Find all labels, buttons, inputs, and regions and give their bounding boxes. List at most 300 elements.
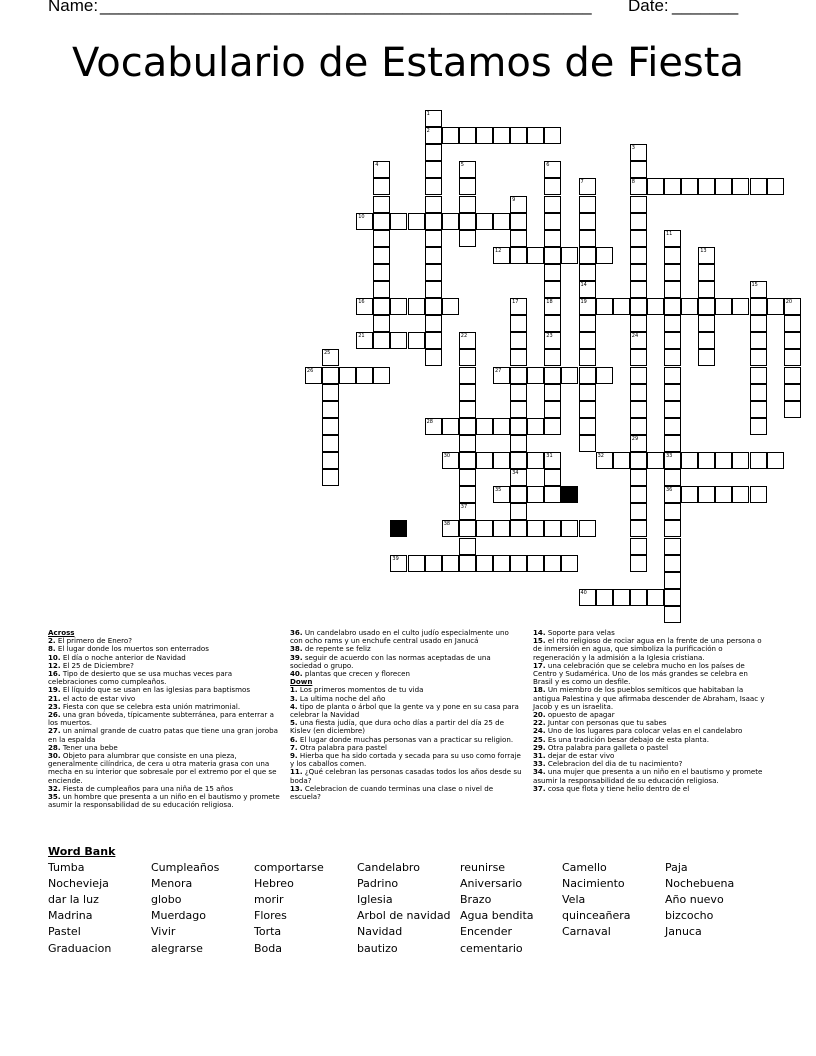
grid-cell[interactable] xyxy=(510,332,527,349)
word-bank-item: Vivir xyxy=(151,925,176,939)
grid-cell[interactable] xyxy=(664,281,681,298)
grid-cell[interactable] xyxy=(561,555,578,572)
grid-cell[interactable] xyxy=(544,332,561,349)
grid-cell[interactable] xyxy=(493,486,510,503)
grid-cell[interactable] xyxy=(510,555,527,572)
grid-cell[interactable] xyxy=(784,332,801,349)
grid-cell[interactable] xyxy=(442,127,459,144)
grid-cell[interactable] xyxy=(510,384,527,401)
grid-cell[interactable] xyxy=(647,178,664,195)
grid-cell[interactable] xyxy=(510,315,527,332)
grid-cell[interactable] xyxy=(579,435,596,452)
grid-cell[interactable] xyxy=(630,435,647,452)
grid-cell[interactable] xyxy=(681,178,698,195)
grid-cell[interactable] xyxy=(459,469,476,486)
grid-cell[interactable] xyxy=(527,127,544,144)
grid-cell[interactable] xyxy=(596,298,613,315)
clue-text: Fiesta de cumpleaños para una niña de 15 años xyxy=(60,783,234,793)
grid-cell[interactable] xyxy=(322,435,339,452)
grid-cell[interactable] xyxy=(698,178,715,195)
grid-cell[interactable] xyxy=(425,264,442,281)
grid-cell[interactable] xyxy=(510,213,527,230)
grid-cell[interactable] xyxy=(784,298,801,315)
grid-cell[interactable] xyxy=(459,401,476,418)
grid-cell[interactable] xyxy=(630,555,647,572)
grid-cell[interactable] xyxy=(442,452,459,469)
grid-cell[interactable] xyxy=(493,418,510,435)
grid-cell[interactable] xyxy=(510,452,527,469)
grid-cell[interactable] xyxy=(630,213,647,230)
grid-cell[interactable] xyxy=(322,384,339,401)
grid-cell[interactable] xyxy=(476,213,493,230)
clue-text: ¿Qué celebran las personas casadas todos los años desde su boda? xyxy=(290,767,522,785)
grid-cell[interactable] xyxy=(630,384,647,401)
grid-cell[interactable] xyxy=(459,230,476,247)
grid-cell[interactable] xyxy=(510,127,527,144)
grid-cell[interactable] xyxy=(630,452,647,469)
grid-cell[interactable] xyxy=(459,418,476,435)
grid-cell[interactable] xyxy=(664,367,681,384)
grid-cell[interactable] xyxy=(425,161,442,178)
grid-cell[interactable] xyxy=(510,418,527,435)
grid-cell[interactable] xyxy=(544,486,561,503)
grid-cell[interactable] xyxy=(544,452,561,469)
grid-cell[interactable] xyxy=(664,469,681,486)
word-bank-item: cementario xyxy=(460,941,523,955)
grid-cell[interactable] xyxy=(356,367,373,384)
grid-cell[interactable] xyxy=(459,555,476,572)
grid-cell[interactable] xyxy=(579,384,596,401)
grid-cell[interactable] xyxy=(493,555,510,572)
grid-cell[interactable] xyxy=(664,247,681,264)
grid-cell[interactable] xyxy=(425,144,442,161)
grid-cell[interactable] xyxy=(408,332,425,349)
grid-cell[interactable] xyxy=(544,247,561,264)
clue-number: 16 xyxy=(358,299,365,306)
grid-cell[interactable] xyxy=(664,384,681,401)
grid-cell[interactable] xyxy=(750,384,767,401)
grid-cell[interactable] xyxy=(373,161,390,178)
grid-cell[interactable] xyxy=(425,178,442,195)
grid-cell[interactable] xyxy=(664,589,681,606)
grid-cell[interactable] xyxy=(698,332,715,349)
grid-cell[interactable] xyxy=(459,520,476,537)
across-clues-part1 xyxy=(48,637,280,809)
grid-cell[interactable] xyxy=(630,230,647,247)
grid-cell[interactable] xyxy=(664,555,681,572)
grid-cell[interactable] xyxy=(390,213,407,230)
grid-cell[interactable] xyxy=(732,298,749,315)
grid-cell[interactable] xyxy=(527,418,544,435)
grid-cell[interactable] xyxy=(630,469,647,486)
word-bank-item: Graduacion xyxy=(48,941,112,955)
grid-cell[interactable] xyxy=(493,247,510,264)
grid-cell[interactable] xyxy=(373,230,390,247)
grid-cell[interactable] xyxy=(493,367,510,384)
grid-cell[interactable] xyxy=(732,452,749,469)
grid-cell[interactable] xyxy=(715,298,732,315)
grid-cell[interactable] xyxy=(527,367,544,384)
grid-cell[interactable] xyxy=(425,418,442,435)
grid-cell[interactable] xyxy=(681,486,698,503)
grid-cell[interactable] xyxy=(322,349,339,366)
grid-cell[interactable] xyxy=(613,452,630,469)
grid-cell[interactable] xyxy=(459,196,476,213)
word-bank-item: Nochevieja xyxy=(48,877,109,891)
grid-cell[interactable] xyxy=(425,298,442,315)
grid-cell[interactable] xyxy=(459,349,476,366)
grid-cell[interactable] xyxy=(750,349,767,366)
grid-cell[interactable] xyxy=(630,538,647,555)
grid-cell[interactable] xyxy=(544,298,561,315)
grid-cell[interactable] xyxy=(510,349,527,366)
grid-cell[interactable] xyxy=(390,298,407,315)
clue-number-label: 5. xyxy=(290,718,298,728)
grid-cell[interactable] xyxy=(459,538,476,555)
grid-cell[interactable] xyxy=(630,315,647,332)
grid-cell[interactable] xyxy=(596,367,613,384)
grid-cell[interactable] xyxy=(476,127,493,144)
grid-cell[interactable] xyxy=(510,503,527,520)
clue-number: 37 xyxy=(460,504,468,511)
grid-cell[interactable] xyxy=(544,230,561,247)
clue-number-label: 13. xyxy=(290,783,303,793)
grid-cell[interactable] xyxy=(698,452,715,469)
grid-cell[interactable] xyxy=(390,555,407,572)
grid-cell[interactable] xyxy=(647,452,664,469)
grid-cell[interactable] xyxy=(630,486,647,503)
grid-cell[interactable] xyxy=(630,503,647,520)
grid-cell[interactable] xyxy=(373,264,390,281)
grid-cell[interactable] xyxy=(664,332,681,349)
grid-cell[interactable] xyxy=(544,367,561,384)
grid-cell[interactable] xyxy=(459,178,476,195)
grid-cell[interactable] xyxy=(544,315,561,332)
grid-cell[interactable] xyxy=(630,298,647,315)
grid-cell[interactable] xyxy=(408,555,425,572)
grid-cell[interactable] xyxy=(373,315,390,332)
grid-cell[interactable] xyxy=(579,264,596,281)
grid-cell[interactable] xyxy=(579,589,596,606)
grid-cell[interactable] xyxy=(476,452,493,469)
grid-cell[interactable] xyxy=(373,332,390,349)
grid-cell[interactable] xyxy=(664,606,681,623)
grid-cell[interactable] xyxy=(732,486,749,503)
clue-number: 21 xyxy=(358,333,365,340)
grid-cell[interactable] xyxy=(561,367,578,384)
grid-cell[interactable] xyxy=(561,247,578,264)
grid-cell[interactable] xyxy=(493,213,510,230)
word-bank-title: Word Bank xyxy=(48,845,116,858)
grid-cell[interactable] xyxy=(579,298,596,315)
grid-cell[interactable] xyxy=(544,418,561,435)
grid-cell[interactable] xyxy=(630,332,647,349)
word-bank-item: Madrina xyxy=(48,909,93,923)
grid-cell[interactable] xyxy=(425,230,442,247)
clue-number-label: 28. xyxy=(48,742,61,752)
grid-cell[interactable] xyxy=(630,367,647,384)
grid-cell[interactable] xyxy=(322,401,339,418)
grid-cell[interactable] xyxy=(579,178,596,195)
grid-cell[interactable] xyxy=(664,418,681,435)
grid-cell[interactable] xyxy=(527,555,544,572)
grid-cell[interactable] xyxy=(425,349,442,366)
grid-cell[interactable] xyxy=(459,161,476,178)
grid-cell[interactable] xyxy=(425,110,442,127)
grid-cell[interactable] xyxy=(613,298,630,315)
grid-cell[interactable] xyxy=(544,555,561,572)
grid-cell[interactable] xyxy=(510,520,527,537)
grid-cell[interactable] xyxy=(664,230,681,247)
clue-number-label: 33. xyxy=(533,759,546,769)
grid-cell[interactable] xyxy=(579,196,596,213)
word-bank-item: Navidad xyxy=(357,925,403,939)
grid-cell[interactable] xyxy=(596,247,613,264)
page-title: Vocabulario de Estamos de Fiesta xyxy=(72,40,744,86)
grid-cell[interactable] xyxy=(750,486,767,503)
grid-cell[interactable] xyxy=(544,161,561,178)
grid-cell[interactable] xyxy=(732,178,749,195)
grid-cell[interactable] xyxy=(630,401,647,418)
grid-cell[interactable] xyxy=(459,384,476,401)
grid-cell[interactable] xyxy=(459,332,476,349)
grid-cell[interactable] xyxy=(579,315,596,332)
grid-cell[interactable] xyxy=(664,178,681,195)
clue-number: 25 xyxy=(324,350,331,357)
grid-cell[interactable] xyxy=(544,469,561,486)
grid-cell[interactable] xyxy=(510,247,527,264)
grid-cell[interactable] xyxy=(425,281,442,298)
grid-cell[interactable] xyxy=(459,367,476,384)
grid-cell[interactable] xyxy=(767,178,784,195)
grid-cell[interactable] xyxy=(647,589,664,606)
grid-cell[interactable] xyxy=(459,486,476,503)
grid-cell[interactable] xyxy=(322,469,339,486)
grid-cell[interactable] xyxy=(579,230,596,247)
grid-cell[interactable] xyxy=(750,452,767,469)
grid-cell[interactable] xyxy=(767,298,784,315)
grid-cell[interactable] xyxy=(373,247,390,264)
grid-cell[interactable] xyxy=(527,486,544,503)
grid-cell[interactable] xyxy=(442,418,459,435)
grid-cell[interactable] xyxy=(698,349,715,366)
grid-cell[interactable] xyxy=(750,178,767,195)
grid-cell[interactable] xyxy=(408,298,425,315)
grid-cell[interactable] xyxy=(510,486,527,503)
name-line[interactable]: ____________________________________________________ xyxy=(100,0,592,15)
grid-cell[interactable] xyxy=(373,196,390,213)
grid-cell[interactable] xyxy=(544,264,561,281)
grid-cell[interactable] xyxy=(698,264,715,281)
grid-cell[interactable] xyxy=(750,367,767,384)
grid-cell[interactable] xyxy=(681,452,698,469)
grid-cell[interactable] xyxy=(630,589,647,606)
grid-cell[interactable] xyxy=(544,281,561,298)
grid-cell[interactable] xyxy=(664,503,681,520)
grid-cell[interactable] xyxy=(664,349,681,366)
grid-cell[interactable] xyxy=(698,247,715,264)
grid-cell[interactable] xyxy=(373,367,390,384)
grid-cell[interactable] xyxy=(408,213,425,230)
grid-cell[interactable] xyxy=(579,349,596,366)
grid-cell[interactable] xyxy=(630,520,647,537)
grid-cell[interactable] xyxy=(425,315,442,332)
grid-cell[interactable] xyxy=(664,264,681,281)
grid-cell[interactable] xyxy=(647,298,664,315)
grid-cell[interactable] xyxy=(579,332,596,349)
grid-cell[interactable] xyxy=(630,178,647,195)
grid-cell[interactable] xyxy=(767,452,784,469)
grid-cell[interactable] xyxy=(493,127,510,144)
grid-cell[interactable] xyxy=(596,589,613,606)
grid-cell[interactable] xyxy=(544,349,561,366)
grid-cell[interactable] xyxy=(630,281,647,298)
date-line[interactable]: _______ xyxy=(672,0,739,15)
grid-cell[interactable] xyxy=(579,247,596,264)
grid-cell[interactable] xyxy=(630,264,647,281)
grid-cell[interactable] xyxy=(579,281,596,298)
grid-cell[interactable] xyxy=(305,367,322,384)
grid-cell[interactable] xyxy=(544,127,561,144)
grid-cell[interactable] xyxy=(510,230,527,247)
grid-cell[interactable] xyxy=(596,452,613,469)
grid-cell[interactable] xyxy=(579,520,596,537)
grid-cell[interactable] xyxy=(544,384,561,401)
grid-cell[interactable] xyxy=(356,332,373,349)
grid-cell[interactable] xyxy=(579,418,596,435)
grid-cell[interactable] xyxy=(784,367,801,384)
grid-cell[interactable] xyxy=(664,538,681,555)
grid-cell[interactable] xyxy=(750,298,767,315)
grid-cell[interactable] xyxy=(664,486,681,503)
grid-cell[interactable] xyxy=(664,520,681,537)
grid-cell[interactable] xyxy=(664,298,681,315)
grid-cell[interactable] xyxy=(630,196,647,213)
grid-cell[interactable] xyxy=(322,367,339,384)
grid-cell[interactable] xyxy=(476,520,493,537)
grid-cell[interactable] xyxy=(750,332,767,349)
clue-number: 33 xyxy=(666,453,673,459)
grid-cell[interactable] xyxy=(630,161,647,178)
grid-cell[interactable] xyxy=(544,213,561,230)
grid-cell[interactable] xyxy=(579,213,596,230)
grid-cell[interactable] xyxy=(493,520,510,537)
grid-cell[interactable] xyxy=(476,555,493,572)
grid-cell[interactable] xyxy=(613,589,630,606)
grid-cell[interactable] xyxy=(493,452,510,469)
grid-cell[interactable] xyxy=(510,367,527,384)
grid-cell[interactable] xyxy=(630,349,647,366)
grid-cell[interactable] xyxy=(373,178,390,195)
grid-cell[interactable] xyxy=(373,298,390,315)
grid-cell[interactable] xyxy=(715,486,732,503)
clue-number-label: 38. xyxy=(290,644,303,654)
grid-cell[interactable] xyxy=(664,435,681,452)
grid-cell[interactable] xyxy=(373,213,390,230)
grid-cell[interactable] xyxy=(527,247,544,264)
grid-cell[interactable] xyxy=(544,178,561,195)
grid-cell[interactable] xyxy=(681,298,698,315)
grid-cell[interactable] xyxy=(664,401,681,418)
grid-cell[interactable] xyxy=(425,555,442,572)
grid-cell[interactable] xyxy=(544,520,561,537)
grid-cell[interactable] xyxy=(510,196,527,213)
grid-cell[interactable] xyxy=(459,127,476,144)
grid-cell[interactable] xyxy=(784,401,801,418)
grid-cell[interactable] xyxy=(459,435,476,452)
grid-cell[interactable] xyxy=(664,315,681,332)
grid-cell[interactable] xyxy=(425,332,442,349)
grid-cell[interactable] xyxy=(784,384,801,401)
grid-cell[interactable] xyxy=(442,298,459,315)
grid-cell[interactable] xyxy=(459,452,476,469)
grid-cell[interactable] xyxy=(561,520,578,537)
grid-cell[interactable] xyxy=(698,315,715,332)
grid-cell[interactable] xyxy=(750,315,767,332)
grid-cell[interactable] xyxy=(630,144,647,161)
grid-cell[interactable] xyxy=(698,281,715,298)
grid-cell[interactable] xyxy=(339,367,356,384)
grid-cell[interactable] xyxy=(715,178,732,195)
grid-cell[interactable] xyxy=(425,213,442,230)
grid-cell[interactable] xyxy=(698,486,715,503)
grid-cell[interactable] xyxy=(750,418,767,435)
grid-cell[interactable] xyxy=(715,452,732,469)
grid-cell[interactable] xyxy=(579,367,596,384)
grid-cell[interactable] xyxy=(510,401,527,418)
grid-cell[interactable] xyxy=(459,503,476,520)
clue-text: tipo de planta o árbol que la gente va y pone en su casa para celebrar la Navidad xyxy=(290,701,519,720)
grid-cell[interactable] xyxy=(322,452,339,469)
grid-cell[interactable] xyxy=(425,196,442,213)
grid-cell[interactable] xyxy=(527,520,544,537)
grid-cell[interactable] xyxy=(510,298,527,315)
grid-cell[interactable] xyxy=(356,213,373,230)
grid-cell[interactable] xyxy=(442,555,459,572)
grid-cell[interactable] xyxy=(784,315,801,332)
grid-cell[interactable] xyxy=(442,213,459,230)
grid-cell[interactable] xyxy=(510,469,527,486)
grid-cell[interactable] xyxy=(476,418,493,435)
grid-cell[interactable] xyxy=(442,520,459,537)
grid-cell[interactable] xyxy=(750,281,767,298)
clue-number: 27 xyxy=(495,367,502,374)
grid-cell[interactable] xyxy=(630,418,647,435)
clue-text: Hierba que ha sido cortada y secada para su uso como forraje y los caballos comen. xyxy=(290,751,521,769)
word-bank-item: Menora xyxy=(151,877,193,891)
grid-cell[interactable] xyxy=(322,418,339,435)
grid-cell[interactable] xyxy=(544,196,561,213)
grid-cell[interactable] xyxy=(784,349,801,366)
grid-cell[interactable] xyxy=(698,298,715,315)
grid-cell[interactable] xyxy=(579,401,596,418)
grid-cell[interactable] xyxy=(544,401,561,418)
grid-cell[interactable] xyxy=(664,452,681,469)
grid-cell[interactable] xyxy=(459,213,476,230)
grid-cell[interactable] xyxy=(750,401,767,418)
clue-number-label: 6. xyxy=(290,734,298,744)
grid-cell[interactable] xyxy=(390,332,407,349)
clue-number-label: 8. xyxy=(48,644,56,654)
grid-cell[interactable] xyxy=(664,572,681,589)
grid-cell[interactable] xyxy=(356,298,373,315)
grid-cell[interactable] xyxy=(510,435,527,452)
grid-cell[interactable] xyxy=(527,452,544,469)
grid-cell[interactable] xyxy=(425,127,442,144)
grid-cell[interactable] xyxy=(373,281,390,298)
grid-cell[interactable] xyxy=(630,247,647,264)
grid-cell[interactable] xyxy=(425,247,442,264)
